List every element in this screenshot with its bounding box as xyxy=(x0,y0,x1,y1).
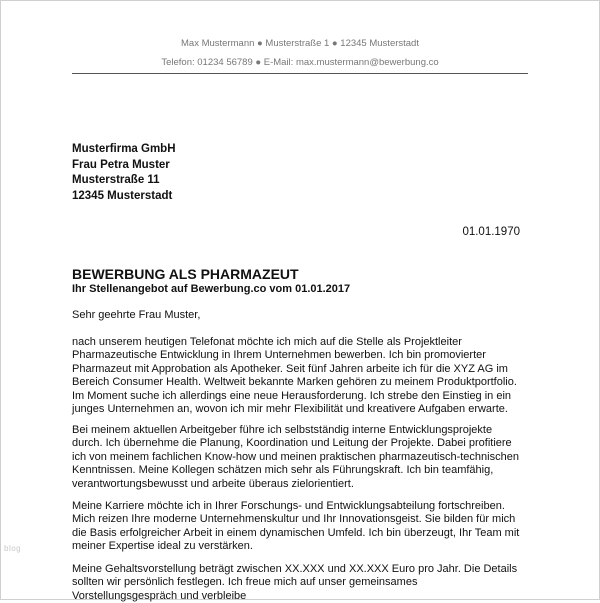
text-line: Bereich Consumer Health. Weltweit bekannte Marken gehören zu meinem Produktportfolio. xyxy=(72,376,517,389)
text-line: Meine Karriere möchte ich in Ihrer Forschungs- und Entwicklungsabteilung fortschreiben. xyxy=(72,500,505,512)
text-line: meiner Expertise ideal zu verstärken. xyxy=(72,540,253,553)
letter-title: BEWERBUNG ALS PHARMAZEUT xyxy=(72,266,299,282)
text-line: Mich reizen Ihre moderne Unternehmenskultur und Ihr Innovationsgeist. Sie bilden für mich xyxy=(72,513,516,526)
text-line: sollten wir persönlich festlegen. Ich freue mich auf unser gemeinsames xyxy=(72,576,418,589)
text-line: Pharmazeut mit Approbation als Apotheker. Seit fünf Jahren arbeite ich für die XYZ AG im xyxy=(72,362,508,375)
text-line: die Basis erfolgreicher Arbeit in einem dynamischen Umfeld. Ich bin überzeugt, Ihr Team mit xyxy=(72,526,520,539)
text-line: ich von meinem fachlichen Know-how und meinen praktischen pharmazeutisch-technischen xyxy=(72,450,519,463)
watermark: blog xyxy=(4,544,22,553)
letter-date: 01.01.1970 xyxy=(462,226,520,238)
sender-contact: Telefon: 01234 56789 ● E-Mail: max.mustermann@bewerbung.co xyxy=(161,57,439,68)
sender-address: Max Mustermann ● Musterstraße 1 ● 12345 Musterstadt xyxy=(181,38,419,49)
text-line: Pharmazeutische Entwicklung in Ihrem Unternehmen bewerben. Ich bin promovierter xyxy=(72,349,486,362)
paragraph-motivation xyxy=(72,500,519,554)
text-line: Meine Gehaltsvorstellung beträgt zwischen XX.XXX und XX.XXX Euro pro Jahr. Die Details xyxy=(72,563,518,575)
paragraph-intro xyxy=(72,336,517,416)
paragraph-experience xyxy=(72,424,519,491)
recipient-company: Musterfirma GmbH xyxy=(72,143,176,155)
header-rule xyxy=(72,73,528,74)
text-line: durch. Ich übernehme die Planung, Koordination und Leitung der Projekte. Dabei profitiere xyxy=(72,437,512,450)
recipient-address xyxy=(72,142,176,204)
recipient-city: 12345 Musterstadt xyxy=(72,189,173,202)
text-line: Im Moment suche ich allerdings eine neue Herausforderung. Ich strebe den Einstieg in ein xyxy=(72,389,512,402)
text-line: Kenntnissen. Meine Kollegen schätzen mich sehr als Führungskraft. Ich bin teamfähig, xyxy=(72,464,494,477)
recipient-name: Frau Petra Muster xyxy=(72,158,170,171)
paragraph-salary xyxy=(72,563,517,603)
text-line: junges Unternehmen an, wovon ich mir mehr Flexibilität und kreativere Aufgaben erwarte. xyxy=(72,403,508,416)
recipient-street: Musterstraße 11 xyxy=(72,174,160,186)
text-line: verantwortungsbewusst und arbeite überaus zielorientiert. xyxy=(72,477,354,490)
text-line: Vorstellungsgespräch und verbleibe xyxy=(72,589,247,602)
letter-subtitle: Ihr Stellenangebot auf Bewerbung.co vom 01.01.2017 xyxy=(72,283,351,295)
text-line: nach unserem heutigen Telefonat möchte ich mich auf die Stelle als Projektleiter xyxy=(72,336,462,348)
text-line: Bei meinem aktuellen Arbeitgeber führe ich selbstständig interne Entwicklungsprojekte xyxy=(72,424,493,436)
salutation: Sehr geehrte Frau Muster, xyxy=(72,309,201,321)
